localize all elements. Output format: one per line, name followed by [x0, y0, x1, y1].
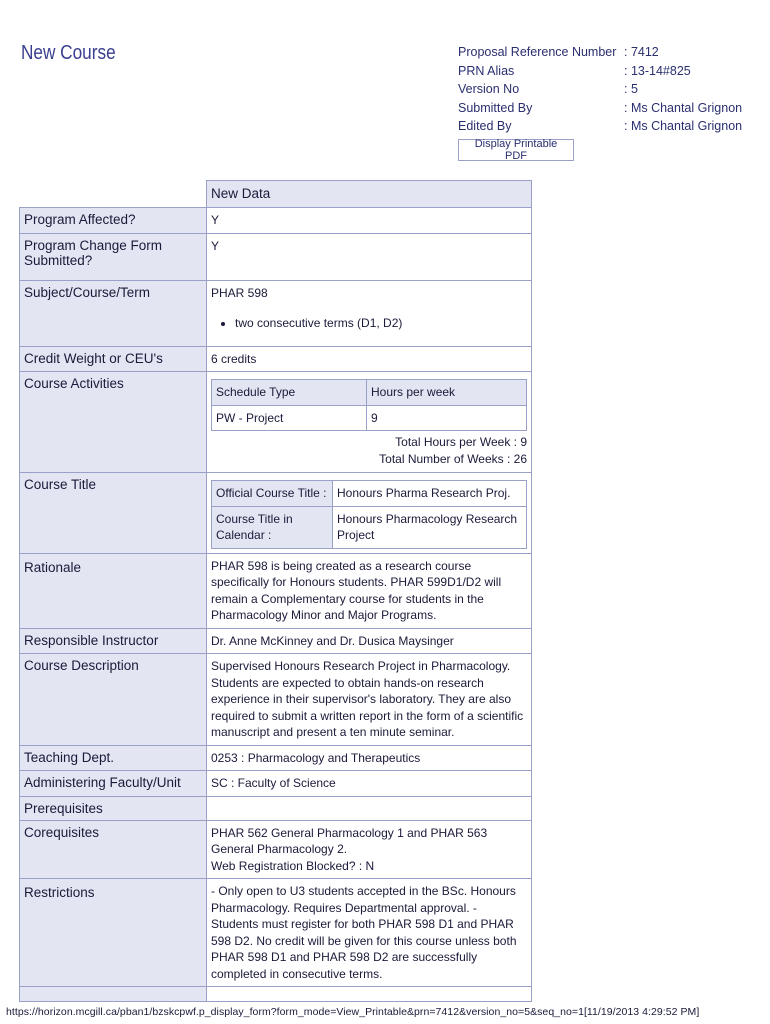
row-label: Restrictions: [20, 879, 207, 987]
row-label: Course Activities: [20, 372, 207, 473]
row-label: Prerequisites: [20, 796, 207, 820]
row-label: Rationale: [20, 553, 207, 628]
row-value: [207, 473, 532, 554]
row-value: SC : Faculty of Science: [207, 771, 532, 797]
table-row: [20, 654, 532, 746]
new-data-header: New Data: [207, 181, 532, 208]
row-label: Credit Weight or CEU's: [20, 346, 207, 372]
table-row: [20, 987, 532, 1002]
page-footer-url: https://horizon.mcgill.ca/pban1/bzskcpwf.p_display_form?form_mode=View_Printable&prn=7412&version_no=5&seq_no=1[11/19/2013 4:29:52 PM]: [6, 1006, 700, 1018]
web-registration-status: Web Registration Blocked? : N: [211, 858, 375, 873]
table-row: [20, 820, 532, 879]
meta-key: Edited By: [458, 119, 512, 134]
meta-row-edited: [458, 117, 742, 136]
row-value: [207, 796, 532, 820]
meta-key: Version No: [458, 82, 520, 97]
row-label: Program Change Form Submitted?: [20, 233, 207, 280]
table-row: [20, 473, 532, 554]
display-printable-pdf-button[interactable]: Display Printable PDF: [458, 139, 574, 161]
row-value: PHAR 598 is being created as a research course specifically for Honours students. PHAR 599D1/D2 will remain a Complementary course for students in the Pharmacology Minor and Major Programs.: [207, 553, 532, 628]
table-row: [20, 745, 532, 771]
meta-value: : 7412: [624, 45, 659, 59]
table-row: [20, 372, 532, 473]
table-row: [20, 879, 532, 987]
meta-value: : 5: [624, 82, 638, 97]
meta-value: : Ms Chantal Grignon: [624, 100, 743, 115]
table-cell: Official Course Title :: [212, 481, 333, 507]
meta-key: Proposal Reference Number: [458, 45, 617, 59]
row-value: [207, 372, 532, 473]
meta-value: : 13-14#825: [624, 63, 691, 78]
row-value: - Only open to U3 students accepted in the BSc. Honours Pharmacology. Requires Departmental approval. - Students must register for both PHAR 598 D1 and PHAR 598 D2. No credit will be given for this course unless both PHAR 598 D1 and PHAR 598 D2 are successfully completed in consecutive terms.: [207, 879, 532, 987]
table-row: [20, 771, 532, 797]
meta-row-version: [458, 80, 742, 99]
corequisite-courses: PHAR 562 General Pharmacology 1 and PHAR 563 General Pharmacology 2.: [211, 825, 488, 856]
table-row: [20, 553, 532, 628]
proposal-metadata: [458, 43, 742, 136]
course-title-table: [211, 480, 527, 549]
page-title: New Course: [21, 42, 116, 64]
row-value: Dr. Anne McKinney and Dr. Dusica Maysinger: [207, 628, 532, 654]
column-header: Hours per week: [367, 380, 527, 406]
row-value: [207, 280, 532, 346]
row-value: Y: [207, 208, 532, 234]
row-value: [207, 820, 532, 879]
meta-row-submitted: [458, 99, 742, 118]
table-row: [20, 280, 532, 346]
row-value: 0253 : Pharmacology and Therapeutics: [207, 745, 532, 771]
meta-value: : Ms Chantal Grignon: [624, 119, 743, 134]
table-cell: Honours Pharmacology Research Project: [333, 506, 527, 548]
total-hours: Total Hours per Week : 9: [395, 435, 527, 449]
table-row: [20, 208, 532, 234]
list-item: • two consecutive terms (D1, D2): [235, 315, 527, 332]
row-label: Corequisites: [20, 820, 207, 879]
table-row: [20, 796, 532, 820]
column-header: Schedule Type: [212, 380, 367, 406]
table-cell: Course Title in Calendar :: [212, 506, 333, 548]
meta-row-alias: [458, 62, 742, 81]
course-code: PHAR 598: [211, 285, 268, 300]
table-cell: 9: [367, 405, 527, 431]
table-cell: Honours Pharma Research Proj.: [333, 481, 527, 507]
activity-totals: [211, 434, 527, 468]
table-row: [20, 346, 532, 372]
row-label: Subject/Course/Term: [20, 280, 207, 346]
row-value: Supervised Honours Research Project in Pharmacology. Students are expected to obtain hands-on research experience in their supervisor's laboratory. They are also required to submit a written report in the form of a scientific manuscript and present a ten minute seminar.: [207, 654, 532, 746]
row-label: Teaching Dept.: [20, 745, 207, 771]
row-label: Course Description: [20, 654, 207, 746]
row-label: Program Affected?: [20, 208, 207, 234]
meta-row-reference: [458, 43, 742, 62]
table-row: [20, 233, 532, 280]
meta-key: PRN Alias: [458, 63, 515, 78]
term-list: [211, 315, 527, 332]
row-label: Course Title: [20, 473, 207, 554]
table-cell: PW - Project: [212, 405, 367, 431]
row-value: 6 credits: [207, 346, 532, 372]
table-row: [20, 628, 532, 654]
course-data-table: [19, 180, 532, 1002]
row-label: Administering Faculty/Unit: [20, 771, 207, 797]
meta-key: Submitted By: [458, 100, 533, 115]
row-label: Responsible Instructor: [20, 628, 207, 654]
row-value: Y: [207, 233, 532, 280]
total-weeks: Total Number of Weeks : 26: [379, 452, 527, 466]
activities-table: [211, 379, 527, 431]
